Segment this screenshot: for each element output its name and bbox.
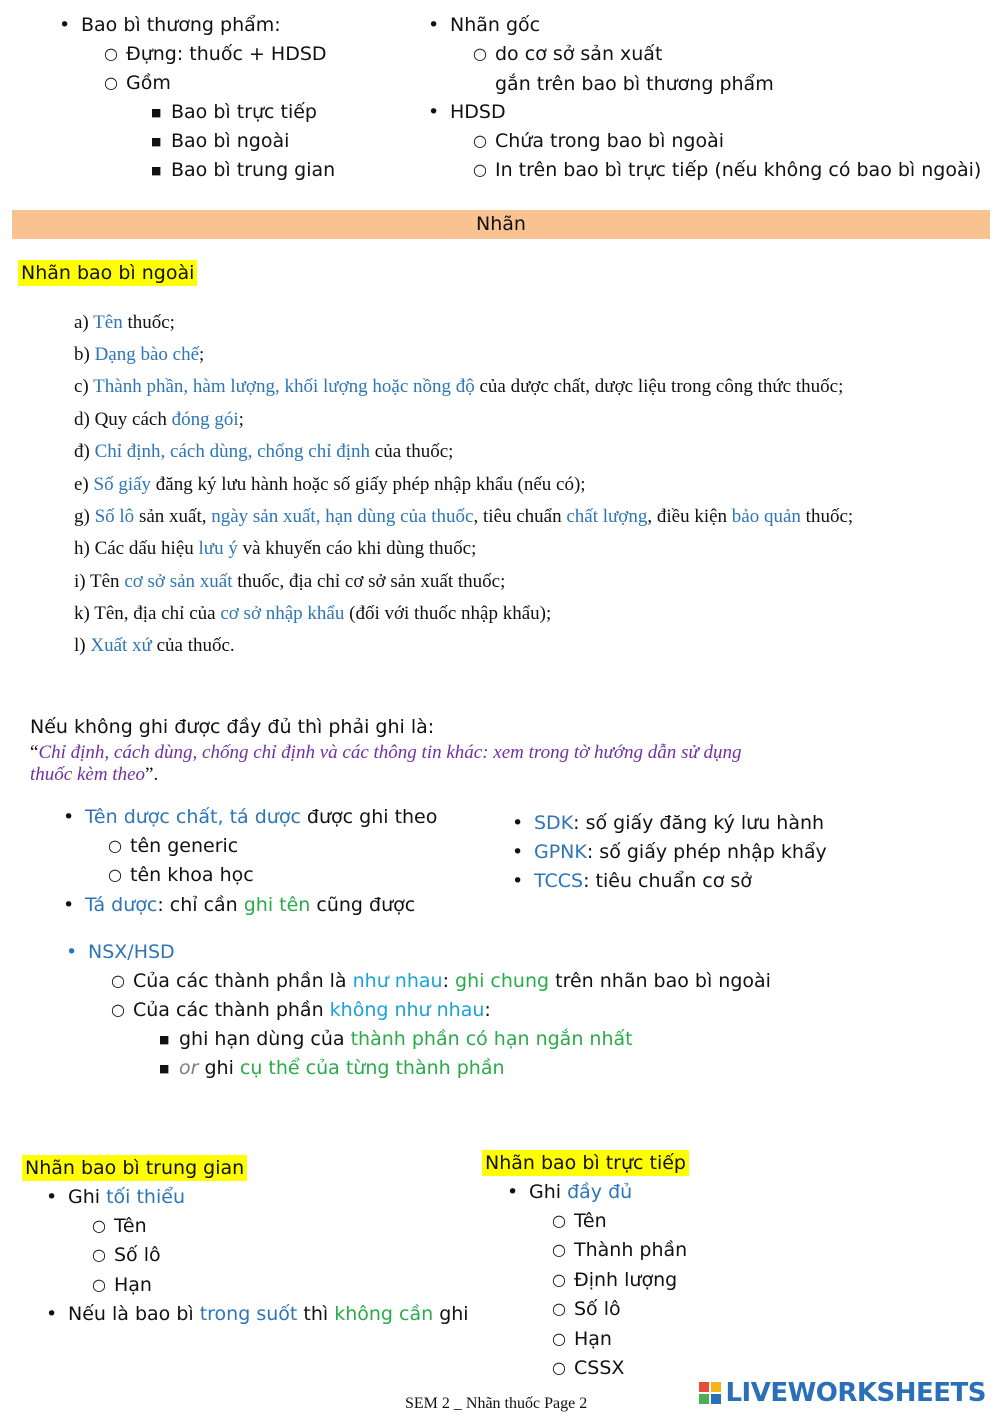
nsx-shortest-expiry: ■ ghi hạn dùng của thành phần có hạn ngắn nhất <box>179 1028 633 1051</box>
abbr-gpnk: • GPNK: số giấy phép nhập khẩy <box>534 841 827 864</box>
nsx-same-sub: ○ Của các thành phần là như nhau: ghi chung trên nhãn bao bì ngoài <box>133 970 771 993</box>
packaging-outer: ■ Bao bì ngoài <box>171 130 289 153</box>
list-item-e: e) Số giấy đăng ký lưu hành hoặc số giấy phép nhập khẩu (nếu có); <box>74 474 586 495</box>
direct-label-heading: Nhãn bao bì trực tiếp <box>482 1152 689 1175</box>
list-item-i: i) Tên cơ sở sản xuất thuốc, địa chỉ cơ sở sản xuất thuốc; <box>74 571 506 592</box>
hdsd-item: • HDSD <box>450 101 506 124</box>
original-label-item: • Nhãn gốc <box>450 14 540 37</box>
intermediate-minimum-item: • Ghi tối thiểu <box>68 1186 185 1209</box>
list-item-h: h) Các dấu hiệu lưu ý và khuyến cáo khi dùng thuốc; <box>74 538 477 559</box>
page-footer: SEM 2 _ Nhãn thuốc Page 2 <box>405 1395 588 1412</box>
intermediate-sub-name: ○ Tên <box>114 1215 147 1238</box>
scientific-name-item: ○ tên khoa học <box>130 864 254 887</box>
original-label-sub: ○ do cơ sở sản xuất <box>495 43 662 66</box>
list-item-b: b) Dạng bào chế; <box>74 344 205 365</box>
note-quote-line2: thuốc kèm theo”. <box>30 764 159 785</box>
intermediate-sub-batch: ○ Số lô <box>114 1244 161 1267</box>
intermediate-transparent-item: • Nếu là bao bì trong suốt thì không cần ghi <box>68 1303 469 1326</box>
list-item-a: a) Tên thuốc; <box>74 312 175 333</box>
original-label-sub-cont: gắn trên bao bì thương phẩm <box>495 73 774 95</box>
list-item-l: l) Xuất xứ của thuốc. <box>74 635 235 656</box>
abbr-tccs: • TCCS: tiêu chuẩn cơ sở <box>534 870 752 893</box>
note-intro: Nếu không ghi được đầy đủ thì phải ghi là: <box>30 716 435 738</box>
section-band-label: Nhãn <box>12 210 990 239</box>
list-item-g: g) Số lô sản xuất, ngày sản xuất, hạn dùng của thuốc, tiêu chuẩn chất lượng, điều kiện bảo quản thuốc; <box>74 506 854 527</box>
packaging-item: • Bao bì thương phẩm: <box>81 14 281 37</box>
hdsd-sub-inside: ○ Chứa trong bao bì ngoài <box>495 130 724 153</box>
direct-sub-name: ○ Tên <box>574 1210 607 1233</box>
hdsd-sub-printed: ○ In trên bao bì trực tiếp (nếu không có bao bì ngoài) <box>495 159 981 182</box>
list-item-dd: đ) Chỉ định, cách dùng, chống chỉ định của thuốc; <box>74 441 454 462</box>
packaging-intermediate: ■ Bao bì trung gian <box>171 159 335 182</box>
list-item-k: k) Tên, địa chỉ của cơ sở nhập khẩu (đối với thuốc nhập khẩu); <box>74 603 552 624</box>
packaging-direct: ■ Bao bì trực tiếp <box>171 101 317 124</box>
nsx-different-sub: ○ Của các thành phần không như nhau: <box>133 999 491 1022</box>
direct-sub-manufacturer: ○ CSSX <box>574 1357 624 1380</box>
list-item-d: d) Quy cách đóng gói; <box>74 409 244 430</box>
intermediate-label-heading: Nhãn bao bì trung gian <box>22 1157 247 1180</box>
logo-grid-icon <box>699 1382 721 1404</box>
direct-sub-batch: ○ Số lô <box>574 1298 621 1321</box>
packaging-sub-contain: ○ Đựng: thuốc + HDSD <box>126 43 327 66</box>
nsx-each-component: ■ or ghi cụ thể của từng thành phần <box>179 1057 505 1080</box>
liveworksheets-logo <box>699 1376 986 1410</box>
packaging-sub-include: ○ Gồm <box>126 72 171 95</box>
direct-sub-expiry: ○ Hạn <box>574 1328 612 1351</box>
outer-label-heading: Nhãn bao bì ngoài <box>18 262 197 285</box>
note-quote-line1: “Chỉ định, cách dùng, chống chỉ định và các thông tin khác: xem trong tờ hướng dẫn sử dụng <box>30 742 742 763</box>
excipient-item: • Tá dược: chỉ cần ghi tên cũng được <box>85 894 415 917</box>
abbr-sdk: • SDK: số giấy đăng ký lưu hành <box>534 812 824 835</box>
direct-sub-composition: ○ Thành phần <box>574 1239 687 1262</box>
direct-sub-quantity: ○ Định lượng <box>574 1269 677 1292</box>
list-item-c: c) Thành phần, hàm lượng, khối lượng hoặc nồng độ của dược chất, dược liệu trong công thức thuốc; <box>74 376 844 397</box>
generic-name-item: ○ tên generic <box>130 835 238 858</box>
logo-text: LIVEWORKSHEETS <box>725 1378 986 1408</box>
direct-full-item: • Ghi đầy đủ <box>529 1181 632 1204</box>
intermediate-sub-expiry: ○ Hạn <box>114 1274 152 1297</box>
nsx-hsd-item: • NSX/HSD <box>88 941 175 964</box>
substance-name-item: • Tên dược chất, tá dược được ghi theo <box>85 806 437 829</box>
